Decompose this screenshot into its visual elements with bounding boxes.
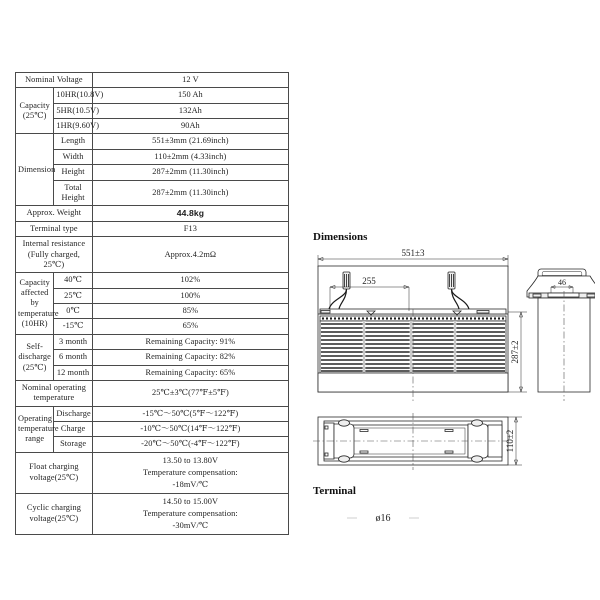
operating-temp-charge-value: -10℃～50℃(14℉～122℉): [92, 422, 288, 437]
table-row: [16, 365, 289, 380]
table-row: [16, 73, 289, 88]
internal-resistance-value: Approx.4.2mΩ: [92, 237, 288, 273]
capacity-temp-minus15-value: 65%: [92, 319, 288, 334]
diagram-panel: [305, 225, 595, 555]
dimension-height-sub: Height: [54, 165, 92, 180]
float-charging-voltage-line3: -18mV/℃: [172, 479, 209, 489]
operating-temp-discharge-value: -15℃～50℃(5℉～122℉): [92, 406, 288, 421]
internal-resistance-label: [16, 237, 93, 273]
capacity-label-temp: (25℃): [22, 110, 47, 120]
table-row: [16, 334, 289, 349]
battery-technical-drawing: [305, 225, 595, 555]
table-row: [16, 493, 289, 534]
dimension-total-height-sub: Total Height: [54, 180, 92, 206]
operating-temperature-range-label-line2: temperature: [18, 424, 59, 433]
capacity-temperature-label-line4: (10HR): [21, 319, 48, 329]
self-discharge-6month-value: Remaining Capacity: 82%: [92, 350, 288, 365]
capacity-temperature-label: [16, 273, 59, 334]
table-row: [16, 119, 289, 134]
nominal-operating-temperature-label-line2: temperature: [33, 393, 75, 403]
terminal-section-title: Terminal: [313, 485, 356, 497]
float-charging-voltage-line1: 13.50 to 13.80V: [162, 455, 219, 465]
specification-table-container: [15, 72, 289, 535]
nominal-operating-temperature-value: 25℃±3℃(77℉±5℉): [92, 380, 288, 406]
front-view-height-label: 287±2: [510, 340, 520, 364]
table-row: [16, 273, 289, 288]
capacity-5hr-value: 132Ah: [92, 103, 288, 118]
capacity-1hr-value: 90Ah: [92, 119, 288, 134]
front-view-drawing: [318, 248, 527, 401]
front-view-length-label: 551±3: [401, 248, 425, 258]
table-row: [16, 103, 289, 118]
self-discharge-label-line2: (25℃): [22, 362, 47, 372]
dimensions-section-title: Dimensions: [313, 231, 368, 243]
terminal-type-label: Terminal type: [16, 221, 93, 236]
table-row: [16, 319, 289, 334]
capacity-temperature-label-line2: affected by: [21, 288, 49, 308]
capacity-label-text: Capacity: [19, 100, 50, 110]
self-discharge-3month-value: Remaining Capacity: 91%: [92, 334, 288, 349]
nominal-operating-temperature-label-line1: Nominal operating: [21, 382, 86, 392]
operating-temperature-range-label-line1: Operating: [18, 413, 53, 423]
operating-temperature-range-label-line3: range: [25, 434, 45, 444]
capacity-temperature-label-line1: Capacity: [19, 277, 50, 287]
cyclic-charging-voltage-value: [92, 493, 288, 534]
cyclic-charging-voltage-line1: 14.50 to 15.00V: [162, 496, 219, 506]
capacity-temp-40-sub: 40℃: [54, 273, 92, 288]
dimension-total-height-value: 287±2mm (11.30inch): [92, 180, 288, 206]
table-row: [16, 165, 289, 180]
dimension-height-value: 287±2mm (11.30inch): [92, 165, 288, 180]
table-row: [16, 437, 289, 452]
internal-resistance-label-line1: Internal resistance: [22, 239, 86, 249]
capacity-temp-0-value: 85%: [92, 304, 288, 319]
approx-weight-label: Approx. Weight: [16, 206, 93, 222]
top-view-drawing: [313, 413, 522, 470]
cyclic-charging-voltage-label: Cyclic charging voltage(25℃): [16, 493, 93, 534]
side-view-top-width-label: 46: [558, 278, 566, 287]
cyclic-charging-voltage-line3: -30mV/℃: [172, 520, 209, 530]
float-charging-voltage-value: [92, 452, 288, 493]
self-discharge-12month-sub: 12 month: [54, 365, 92, 380]
table-row: [16, 88, 289, 103]
top-view-width-label: 110±2: [505, 429, 515, 453]
internal-resistance-label-line2: (Fully charged, 25℃): [27, 249, 80, 270]
table-row: [16, 134, 289, 149]
front-view-terminal-spacing-label: 255: [362, 276, 376, 286]
table-row: [16, 237, 289, 273]
self-discharge-3month-sub: 3 month: [54, 334, 92, 349]
self-discharge-6month-sub: 6 month: [54, 350, 92, 365]
dimension-width-sub: Width: [54, 149, 92, 164]
dimension-length-sub: Length: [54, 134, 92, 149]
self-discharge-label: [16, 334, 54, 380]
capacity-temp-40-value: 102%: [92, 273, 288, 288]
capacity-temp-25-sub: 25℃: [54, 288, 92, 303]
capacity-temp-0-sub: 0℃: [54, 304, 92, 319]
operating-temp-storage-value: -20℃～50℃(-4℉～122℉): [92, 437, 288, 452]
capacity-label: [16, 88, 54, 134]
table-row: [16, 206, 289, 222]
dimension-label: Dimension: [16, 134, 54, 206]
side-view-drawing: [527, 269, 595, 401]
float-charging-voltage-line2: Temperature compensation:: [143, 467, 238, 477]
terminal-type-value: F13: [92, 221, 288, 236]
terminal-diameter-label: ø16: [375, 513, 391, 524]
self-discharge-label-line1: Self-discharge: [18, 341, 51, 362]
table-row: [16, 180, 289, 206]
capacity-temperature-label-line3: temperature: [18, 308, 59, 318]
float-charging-voltage-label: Float charging voltage(25℃): [16, 452, 93, 493]
terminal-detail-drawing: [347, 513, 419, 524]
operating-temp-charge-sub: Charge: [54, 422, 92, 437]
self-discharge-12month-value: Remaining Capacity: 65%: [92, 365, 288, 380]
table-row: [16, 452, 289, 493]
capacity-10hr-value: 150 Ah: [92, 88, 288, 103]
dimension-length-value: 551±3mm (21.69inch): [92, 134, 288, 149]
cyclic-charging-voltage-line2: Temperature compensation:: [143, 508, 238, 518]
nominal-voltage-label: Nominal Voltage: [16, 73, 93, 88]
operating-temp-storage-sub: Storage: [54, 437, 92, 452]
table-row: [16, 221, 289, 236]
table-row: [16, 406, 289, 421]
capacity-10hr-sub: 10HR(10.8V): [54, 88, 92, 103]
capacity-1hr-sub: 1HR(9.60V): [54, 119, 92, 134]
table-row: [16, 350, 289, 365]
capacity-5hr-sub: 5HR(10.5V): [54, 103, 92, 118]
capacity-temp-minus15-sub: -15℃: [54, 319, 92, 334]
specification-table: [15, 72, 289, 535]
nominal-voltage-value: 12 V: [92, 73, 288, 88]
table-row: [16, 288, 289, 303]
table-row: [16, 149, 289, 164]
capacity-temp-25-value: 100%: [92, 288, 288, 303]
dimension-width-value: 110±2mm (4.33inch): [92, 149, 288, 164]
table-row: [16, 380, 289, 406]
approx-weight-value: 44.8kg: [92, 206, 288, 222]
operating-temperature-range-label: [16, 406, 59, 452]
operating-temp-discharge-sub: Discharge: [54, 406, 92, 421]
nominal-operating-temperature-label: [16, 380, 93, 406]
